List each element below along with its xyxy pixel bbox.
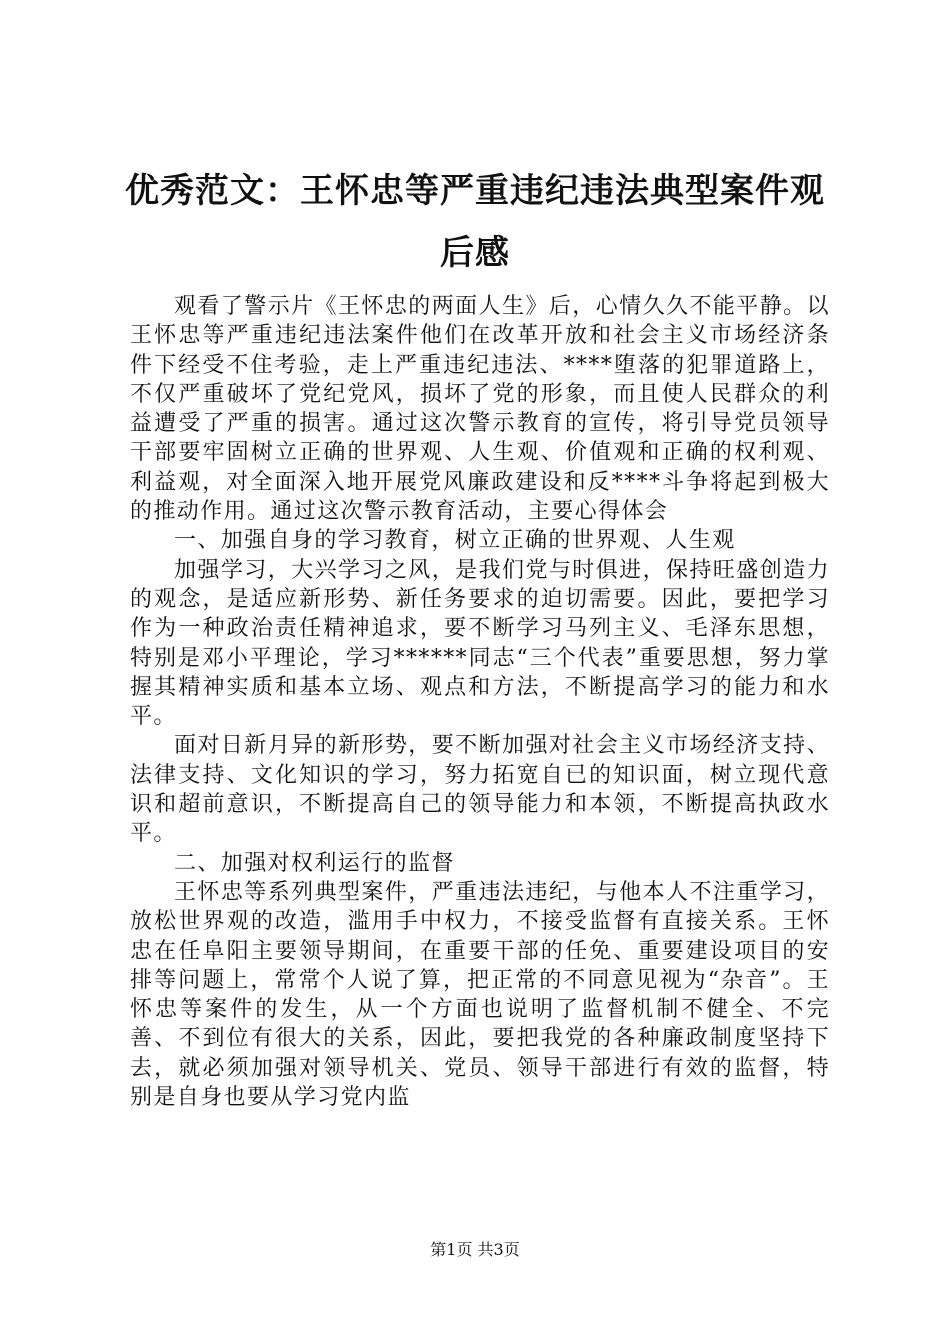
page-footer: 第1页 共3页 [430, 1240, 520, 1259]
section-heading-1: 一、加强自身的学习教育，树立正确的世界观、人生观 [174, 528, 736, 554]
document-title: 优秀范文：王怀忠等严重违纪违法典型案件观后感 [125, 171, 825, 273]
document-body [130, 292, 830, 1112]
paragraph-supervision: 王怀忠等系列典型案件，严重违法违纪，与他本人不注重学习，放松世界观的改造，滥用手中权力，不接受监督有直接关系。王怀忠在任阜阳主要领导期间，在重要干部的任免、重要建设项目的安排等问题上，常常个人说了算，把正常的不同意见视为“杂音”。王怀忠等案件的发生，从一个方面也说明了监督机制不健全、不完善、不到位有很大的关系，因此，要把我党的各种廉政制度坚持下去，就必须加强对领导机关、党员、领导干部进行有效的监督，特别是自身也要从学习党内监 [130, 879, 830, 1111]
paragraph-intro: 观看了警示片《王怀忠的两面人生》后，心情久久不能平静。以王怀忠等严重违纪违法案件他们在改革开放和社会主义市场经济条件下经受不住考验，走上严重违纪违法、****堕落的犯罪道路上，不仅严重破坏了党纪党风，损坏了党的形象，而且使人民群众的利益遭受了严重的损害。通过这次警示教育的宣传，将引导党员领导干部要牢固树立正确的世界观、人生观、价值观和正确的权利观、利益观，对全面深入地开展党风廉政建设和反****斗争将起到极大的推动作用。通过这次警示教育活动，主要心得体会 [130, 294, 830, 525]
paragraph-study: 加强学习，大兴学习之风，是我们党与时俱进，保持旺盛创造力的观念，是适应新形势、新任务要求的迫切需要。因此，要把学习作为一种政治责任精神追求，要不断学习马列主义、毛泽东思想，特别是邓小平理论，学习******同志“三个代表”重要思想，努力掌握其精神实质和基本立场、观点和方法，不断提高学习的能力和水平。 [130, 557, 830, 730]
paragraph-new-situation: 面对日新月异的新形势，要不断加强对社会主义市场经济支持、法律支持、文化知识的学习，努力拓宽自已的知识面，树立现代意识和超前意识，不断提高自己的领导能力和本领，不断提高执政水平。 [130, 733, 830, 847]
section-heading-2: 二、加强对权利运行的监督 [174, 850, 455, 876]
